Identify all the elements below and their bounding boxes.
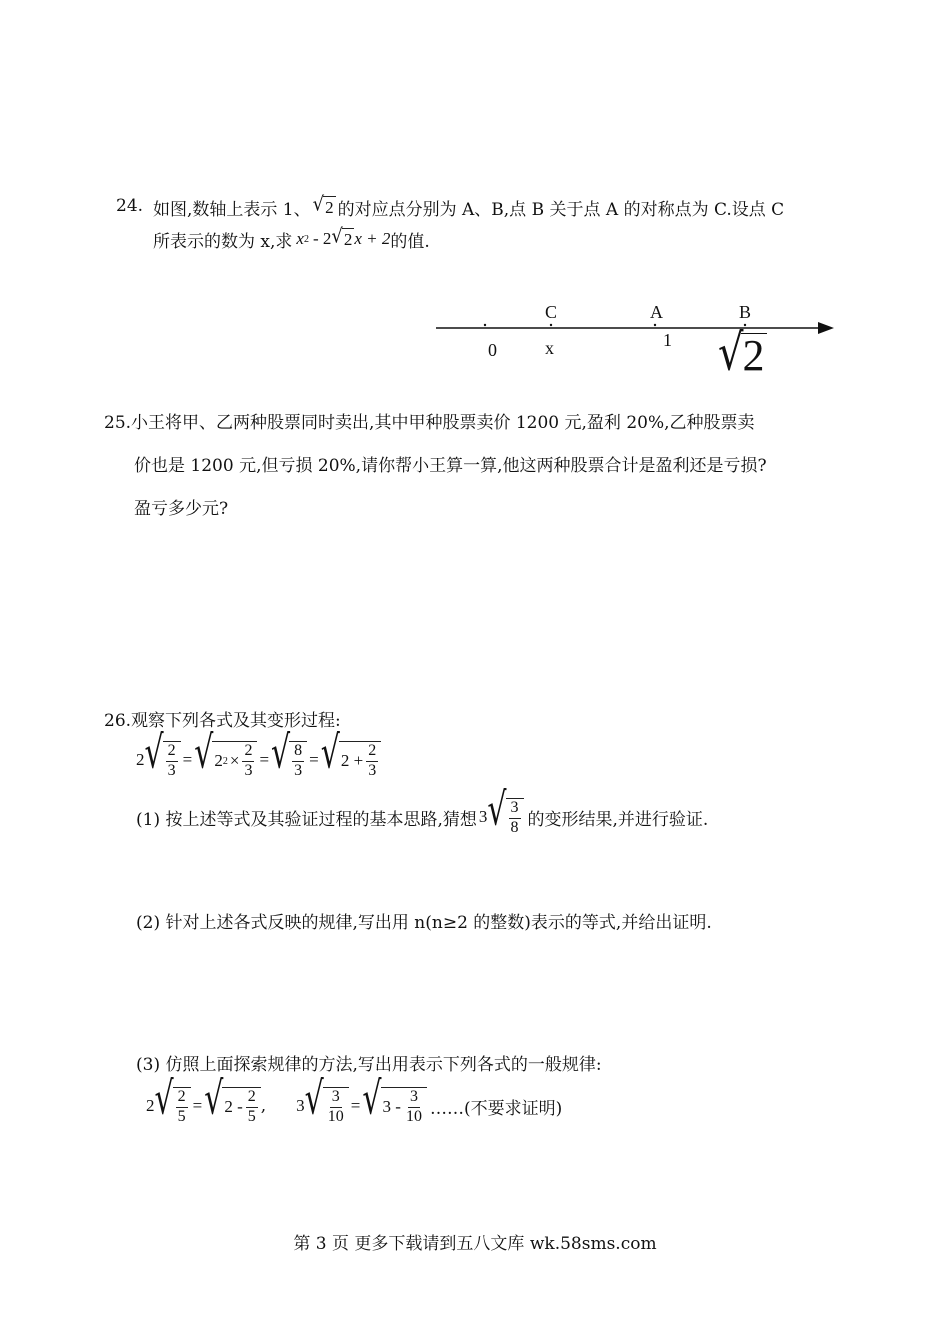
q26-part1-text-b: 的变形结果,并进行验证. bbox=[527, 809, 709, 830]
q24-expr-rest: x + 2 bbox=[354, 229, 391, 248]
eq3-sqrt-1: √ $\frac{2}{5}$ bbox=[155, 1087, 191, 1126]
q24-text-2: 的对应点分别为 A、B,点 B 关于点 A 的对称点为 C.设点 C bbox=[337, 199, 785, 220]
eq3-sqrt-4: √ 3 - $\frac{3}{10}$ bbox=[362, 1087, 427, 1126]
label-A: A bbox=[650, 302, 663, 322]
number-line-arrow bbox=[818, 322, 834, 334]
q24-line2 bbox=[153, 222, 430, 256]
eq-equals-3: = bbox=[309, 750, 319, 769]
tick-x: x bbox=[545, 338, 554, 358]
tick-sqrt2-radical: √ bbox=[718, 324, 744, 382]
eq3-comma: , bbox=[260, 1096, 267, 1116]
eq-sqrt-3: √ $\frac{8}{3}$ bbox=[271, 741, 307, 780]
eq-sqrt-2: √ 2 2 × $\frac{2}{3}$ bbox=[194, 741, 257, 780]
q26-example-equation bbox=[136, 726, 381, 785]
label-B: B bbox=[739, 302, 752, 322]
tick-sqrt2 bbox=[718, 324, 767, 382]
q25-line1: 25.小王将甲、乙两种股票同时卖出,其中甲种股票卖价 1200 元,盈利 20%,乙种股票卖 bbox=[104, 413, 755, 433]
eq-equals-2: = bbox=[259, 750, 270, 769]
q24-text-3: 所表示的数为 x,求 bbox=[153, 231, 293, 252]
q24-text-4: 的值. bbox=[390, 231, 430, 252]
q24-expr-sqrt: √ 2 bbox=[331, 224, 353, 249]
q26-part3: (3) 仿照上面探索规律的方法,写出用表示下列各式的一般规律: bbox=[136, 1055, 602, 1075]
q24-expr-x: x bbox=[296, 229, 304, 248]
q26-part1 bbox=[136, 783, 709, 842]
q24-sqrt2: √ 2 bbox=[312, 192, 334, 217]
page-footer: 第 3 页 更多下载请到五八文库 wk.58sms.com bbox=[293, 1234, 657, 1254]
q26-part2: (2) 针对上述各式反映的规律,写出用 n(n≥2 的整数)表示的等式,并给出证明. bbox=[136, 913, 712, 933]
eq-coef: 2 bbox=[136, 750, 145, 769]
eq3-coef-1: 2 bbox=[146, 1096, 155, 1115]
tick-sqrt2-value: 2 bbox=[742, 331, 765, 380]
point-0-dot bbox=[484, 324, 486, 326]
label-C: C bbox=[545, 302, 558, 322]
q24-line1 bbox=[153, 190, 784, 224]
eq3-sqrt-3: √ $\frac{3}{10}$ bbox=[305, 1087, 349, 1126]
eq3-tail: ……(不要求证明) bbox=[429, 1098, 563, 1119]
point-A-dot bbox=[654, 324, 656, 326]
eq3-coef-2: 3 bbox=[296, 1096, 305, 1115]
q26-part1-coef: 3 bbox=[478, 807, 488, 826]
eq-equals-1: = bbox=[182, 750, 193, 769]
eq-sqrt-1: √ $\frac{2}{3}$ bbox=[145, 741, 181, 780]
point-C-dot bbox=[550, 324, 552, 326]
q24-expr-exp: 2 bbox=[303, 233, 309, 245]
q25-line3: 盈亏多少元? bbox=[134, 499, 229, 519]
q24-number: 24. bbox=[116, 196, 144, 216]
q24-text-1: 如图,数轴上表示 1、 bbox=[153, 199, 311, 220]
eq3-equals-1: = bbox=[192, 1096, 203, 1115]
q25-line2: 价也是 1200 元,但亏损 20%,请你帮小王算一算,他这两种股票合计是盈利还是亏损? bbox=[134, 456, 767, 476]
eq3-equals-2: = bbox=[350, 1096, 361, 1115]
q26-part1-sqrt: √ $\frac{3}{8}$ bbox=[487, 798, 523, 837]
eq3-sqrt-2: √ 2 - $\frac{2}{5}$ bbox=[204, 1087, 261, 1126]
eq-sqrt-4: √ 2 + $\frac{2}{3}$ bbox=[321, 741, 381, 780]
q26-part3-equations bbox=[146, 1072, 563, 1132]
tick-0: 0 bbox=[488, 340, 497, 360]
q26-title: 26.观察下列各式及其变形过程: bbox=[104, 711, 341, 731]
q24-expr-minus: - 2 bbox=[312, 229, 332, 248]
tick-1: 1 bbox=[663, 330, 672, 350]
q26-part1-text-a: (1) 按上述等式及其验证过程的基本思路,猜想 bbox=[136, 809, 477, 830]
